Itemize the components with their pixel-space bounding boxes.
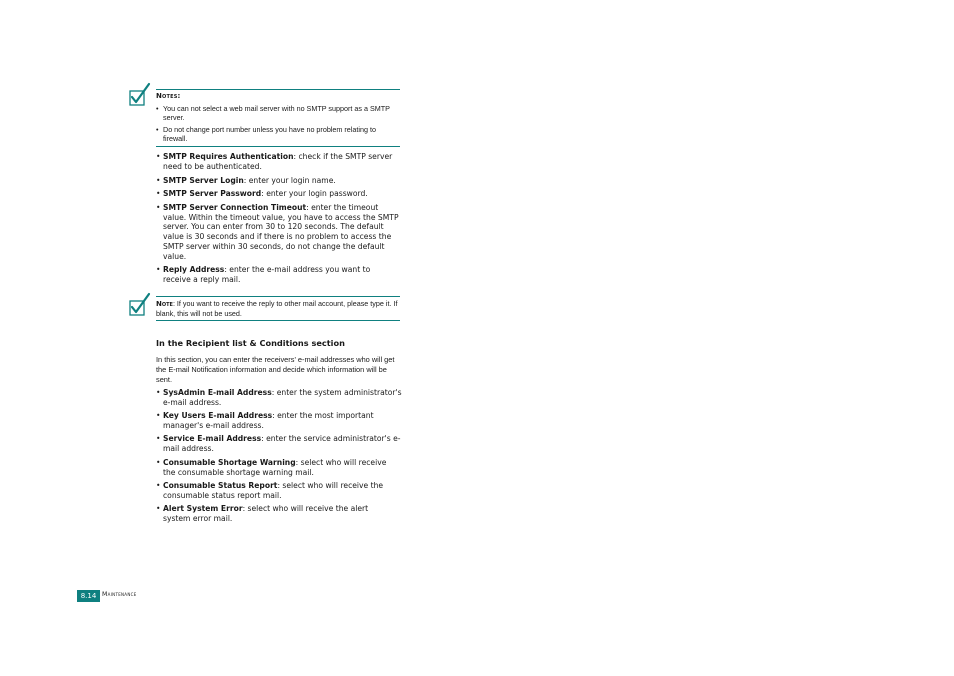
page-number: 8.14 [77,590,100,602]
note-top-rule [156,296,400,297]
list-item: • Service E-mail Address: enter the service administrator's e-mail address. [156,434,401,453]
notes-title: Notes: [156,92,181,100]
note-item: • You can not select a web mail server with no SMTP support as a SMTP server. [156,104,390,123]
note-item: • Do not change port number unless you have no problem relating to firewall. [156,125,376,144]
list-item: • SysAdmin E-mail Address: enter the system administrator's e-mail address. [156,388,402,407]
list-item: • Key Users E-mail Address: enter the most important manager's e-mail address. [156,411,374,430]
list-item: • Alert System Error: select who will receive the alert system error mail. [156,504,369,523]
note-top-rule [156,89,400,90]
note-bottom-rule [156,146,400,147]
note-text: Note: If you want to receive the reply to other mail account, please type it. If blank, this will not be used. [156,299,398,319]
note-bottom-rule [156,320,400,321]
chapter-label: Maintenance [102,591,137,598]
list-item: • SMTP Requires Authentication: check if the SMTP server need to be authenticated. [156,152,393,171]
list-item: • Consumable Status Report: select who will receive the consumable status report mail. [156,481,384,500]
list-item: • SMTP Server Password: enter your login password. [156,189,368,198]
note-check-icon [128,292,152,318]
list-item: • SMTP Server Connection Timeout: enter the timeout value. Within the timeout value, you have to access the SMTP server. You can enter from 30 to 120 seconds. The default value is 30 seconds and if there is no problem to access the SMTP server within 30 seconds, do not change the default value. [156,203,399,261]
list-item: • SMTP Server Login: enter your login name. [156,176,336,185]
list-item: • Reply Address: enter the e-mail address you want to receive a reply mail. [156,265,371,284]
section-intro: In this section, you can enter the receivers' e-mail addresses who will get the E-mail Notification information and decide which information will be sent. [156,355,395,384]
section-heading: In the Recipient list & Conditions section [156,338,345,348]
list-item: • Consumable Shortage Warning: select who will receive the consumable shortage warning mail. [156,458,387,477]
note-check-icon [128,82,152,108]
